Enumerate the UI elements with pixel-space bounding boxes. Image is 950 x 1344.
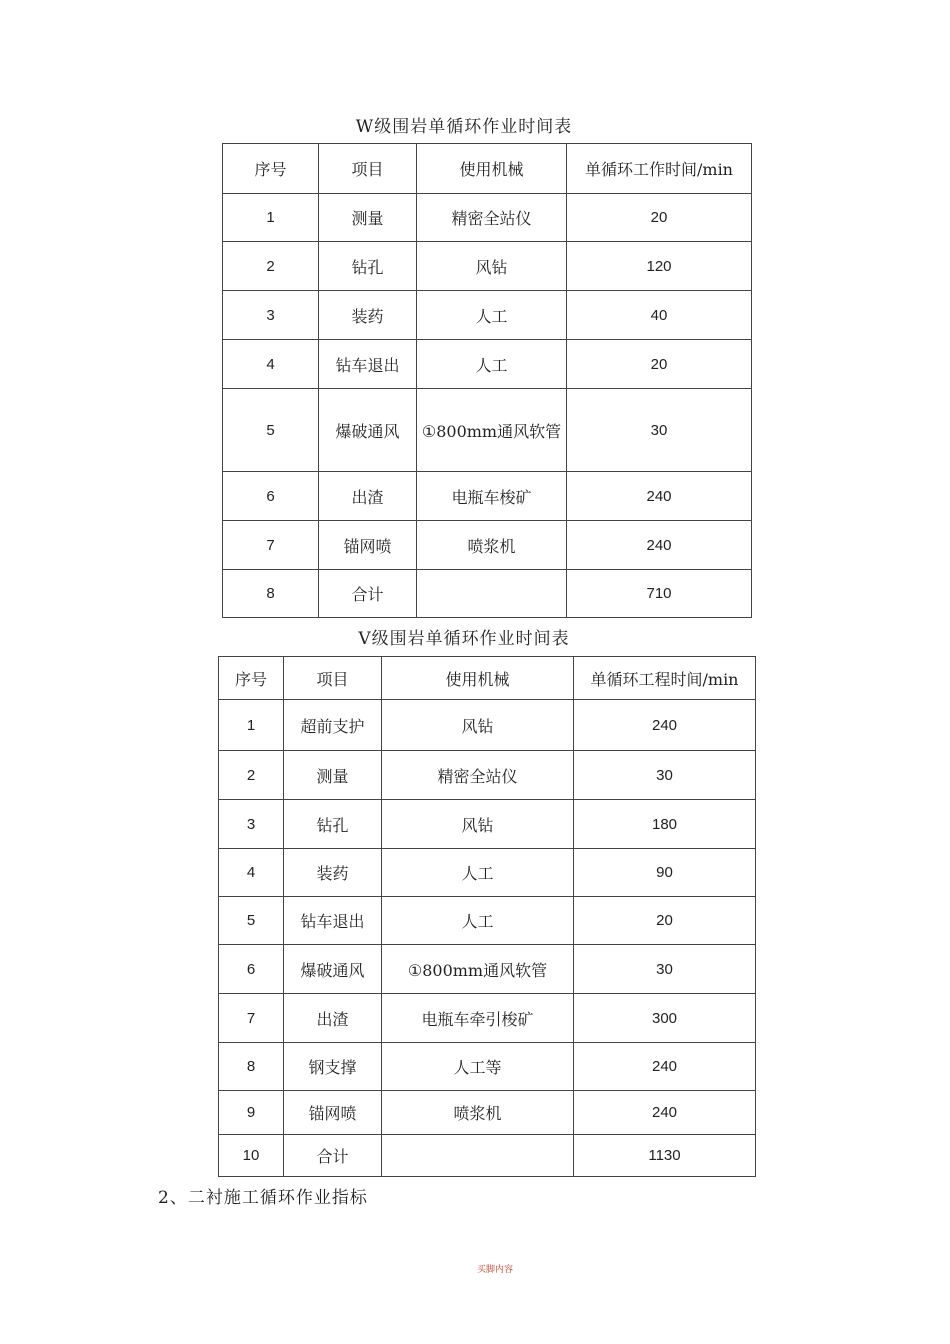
header-cell: 项目 bbox=[284, 657, 382, 700]
table-cell: 10 bbox=[219, 1135, 284, 1177]
table-cell: 6 bbox=[223, 472, 319, 521]
table-cell: 20 bbox=[567, 194, 752, 242]
table-cell: 出渣 bbox=[284, 994, 382, 1043]
table-cell: 1130 bbox=[574, 1135, 756, 1177]
table-cell: 4 bbox=[223, 340, 319, 389]
table-cell: 5 bbox=[219, 897, 284, 945]
table-row bbox=[219, 751, 756, 800]
table-cell: 30 bbox=[574, 751, 756, 800]
table1-title: W级围岩单循环作业时间表 bbox=[355, 117, 573, 137]
table-cell: 钢支撑 bbox=[284, 1043, 382, 1091]
table-cell: 出渣 bbox=[319, 472, 417, 521]
table-cell: 7 bbox=[223, 521, 319, 570]
table-cell: 合计 bbox=[319, 570, 417, 618]
header-cell: 使用机械 bbox=[382, 657, 574, 700]
table2-title: V级围岩单循环作业时间表 bbox=[358, 629, 570, 649]
table-cell: 20 bbox=[567, 340, 752, 389]
table-cell: 90 bbox=[574, 849, 756, 897]
table-cell: 风钻 bbox=[382, 700, 574, 751]
table-row bbox=[219, 897, 756, 945]
table-cell: 风钻 bbox=[417, 242, 567, 291]
table-cell: 40 bbox=[567, 291, 752, 340]
table-row bbox=[219, 945, 756, 994]
table-cell: 240 bbox=[574, 1091, 756, 1135]
table-cell: 180 bbox=[574, 800, 756, 849]
table-row bbox=[223, 242, 752, 291]
table-cell: 精密全站仪 bbox=[382, 751, 574, 800]
table-cell: 人工 bbox=[382, 849, 574, 897]
table-cell: 锚网喷 bbox=[319, 521, 417, 570]
header-cell: 序号 bbox=[219, 657, 284, 700]
table-cell: 2 bbox=[223, 242, 319, 291]
table-row bbox=[223, 472, 752, 521]
table-cell: 8 bbox=[223, 570, 319, 618]
table-cell: 240 bbox=[567, 521, 752, 570]
table-cell: 测量 bbox=[284, 751, 382, 800]
table-cell: 钻车退出 bbox=[284, 897, 382, 945]
header-cell: 单循环工作时间/min bbox=[567, 144, 752, 194]
table-cell: 喷浆机 bbox=[382, 1091, 574, 1135]
header-cell: 单循环工程时间/min bbox=[574, 657, 756, 700]
table-row bbox=[219, 994, 756, 1043]
table-cell bbox=[382, 1135, 574, 1177]
table-row bbox=[219, 700, 756, 751]
table-row bbox=[223, 570, 752, 618]
table-row bbox=[223, 291, 752, 340]
table-row bbox=[223, 521, 752, 570]
table-cell bbox=[417, 570, 567, 618]
table-cell: 8 bbox=[219, 1043, 284, 1091]
table-cell: 爆破通风 bbox=[319, 389, 417, 472]
table-cell: 钻车退出 bbox=[319, 340, 417, 389]
table-cell: 超前支护 bbox=[284, 700, 382, 751]
table-cell: 20 bbox=[574, 897, 756, 945]
footer-text: 买脚内容 bbox=[476, 1265, 513, 1275]
table-cell: 人工等 bbox=[382, 1043, 574, 1091]
table-row bbox=[219, 1135, 756, 1177]
table-cell: 710 bbox=[567, 570, 752, 618]
section-heading: 2、二衬施工循环作业指标 bbox=[158, 1188, 368, 1208]
table2 bbox=[218, 656, 756, 1177]
table-cell: 喷浆机 bbox=[417, 521, 567, 570]
table-cell: 测量 bbox=[319, 194, 417, 242]
table-cell: 2 bbox=[219, 751, 284, 800]
table-cell: 3 bbox=[223, 291, 319, 340]
table-cell: 30 bbox=[567, 389, 752, 472]
table-cell: 120 bbox=[567, 242, 752, 291]
table-row bbox=[219, 1091, 756, 1135]
table-cell: 7 bbox=[219, 994, 284, 1043]
table-cell: 1 bbox=[223, 194, 319, 242]
table-cell: 人工 bbox=[417, 340, 567, 389]
table-cell: 爆破通风 bbox=[284, 945, 382, 994]
table-cell: 240 bbox=[567, 472, 752, 521]
table-cell: 电瓶车牵引梭矿 bbox=[382, 994, 574, 1043]
table-row bbox=[223, 340, 752, 389]
table-row bbox=[223, 389, 752, 472]
table-cell: 4 bbox=[219, 849, 284, 897]
table1 bbox=[222, 143, 752, 618]
header-cell: 项目 bbox=[319, 144, 417, 194]
header-row bbox=[223, 144, 752, 194]
table-cell: 精密全站仪 bbox=[417, 194, 567, 242]
table-cell: 装药 bbox=[284, 849, 382, 897]
table-cell: 合计 bbox=[284, 1135, 382, 1177]
table-row bbox=[219, 849, 756, 897]
table-cell: ①800mm通风软管 bbox=[417, 389, 567, 472]
table-cell: 9 bbox=[219, 1091, 284, 1135]
table-cell: 装药 bbox=[319, 291, 417, 340]
table-cell: 240 bbox=[574, 1043, 756, 1091]
table-cell: 钻孔 bbox=[319, 242, 417, 291]
header-cell: 序号 bbox=[223, 144, 319, 194]
table-cell: 电瓶车梭矿 bbox=[417, 472, 567, 521]
header-row bbox=[219, 657, 756, 700]
table-cell: 300 bbox=[574, 994, 756, 1043]
table-cell: 1 bbox=[219, 700, 284, 751]
table-row bbox=[219, 1043, 756, 1091]
table-cell: 240 bbox=[574, 700, 756, 751]
table-row bbox=[219, 800, 756, 849]
table-cell: 风钻 bbox=[382, 800, 574, 849]
table-row bbox=[223, 194, 752, 242]
table-cell: 5 bbox=[223, 389, 319, 472]
header-cell: 使用机械 bbox=[417, 144, 567, 194]
table-cell: ①800mm通风软管 bbox=[382, 945, 574, 994]
table-cell: 人工 bbox=[382, 897, 574, 945]
table-cell: 锚网喷 bbox=[284, 1091, 382, 1135]
table-cell: 钻孔 bbox=[284, 800, 382, 849]
table-cell: 人工 bbox=[417, 291, 567, 340]
table-cell: 30 bbox=[574, 945, 756, 994]
table-cell: 6 bbox=[219, 945, 284, 994]
table-cell: 3 bbox=[219, 800, 284, 849]
